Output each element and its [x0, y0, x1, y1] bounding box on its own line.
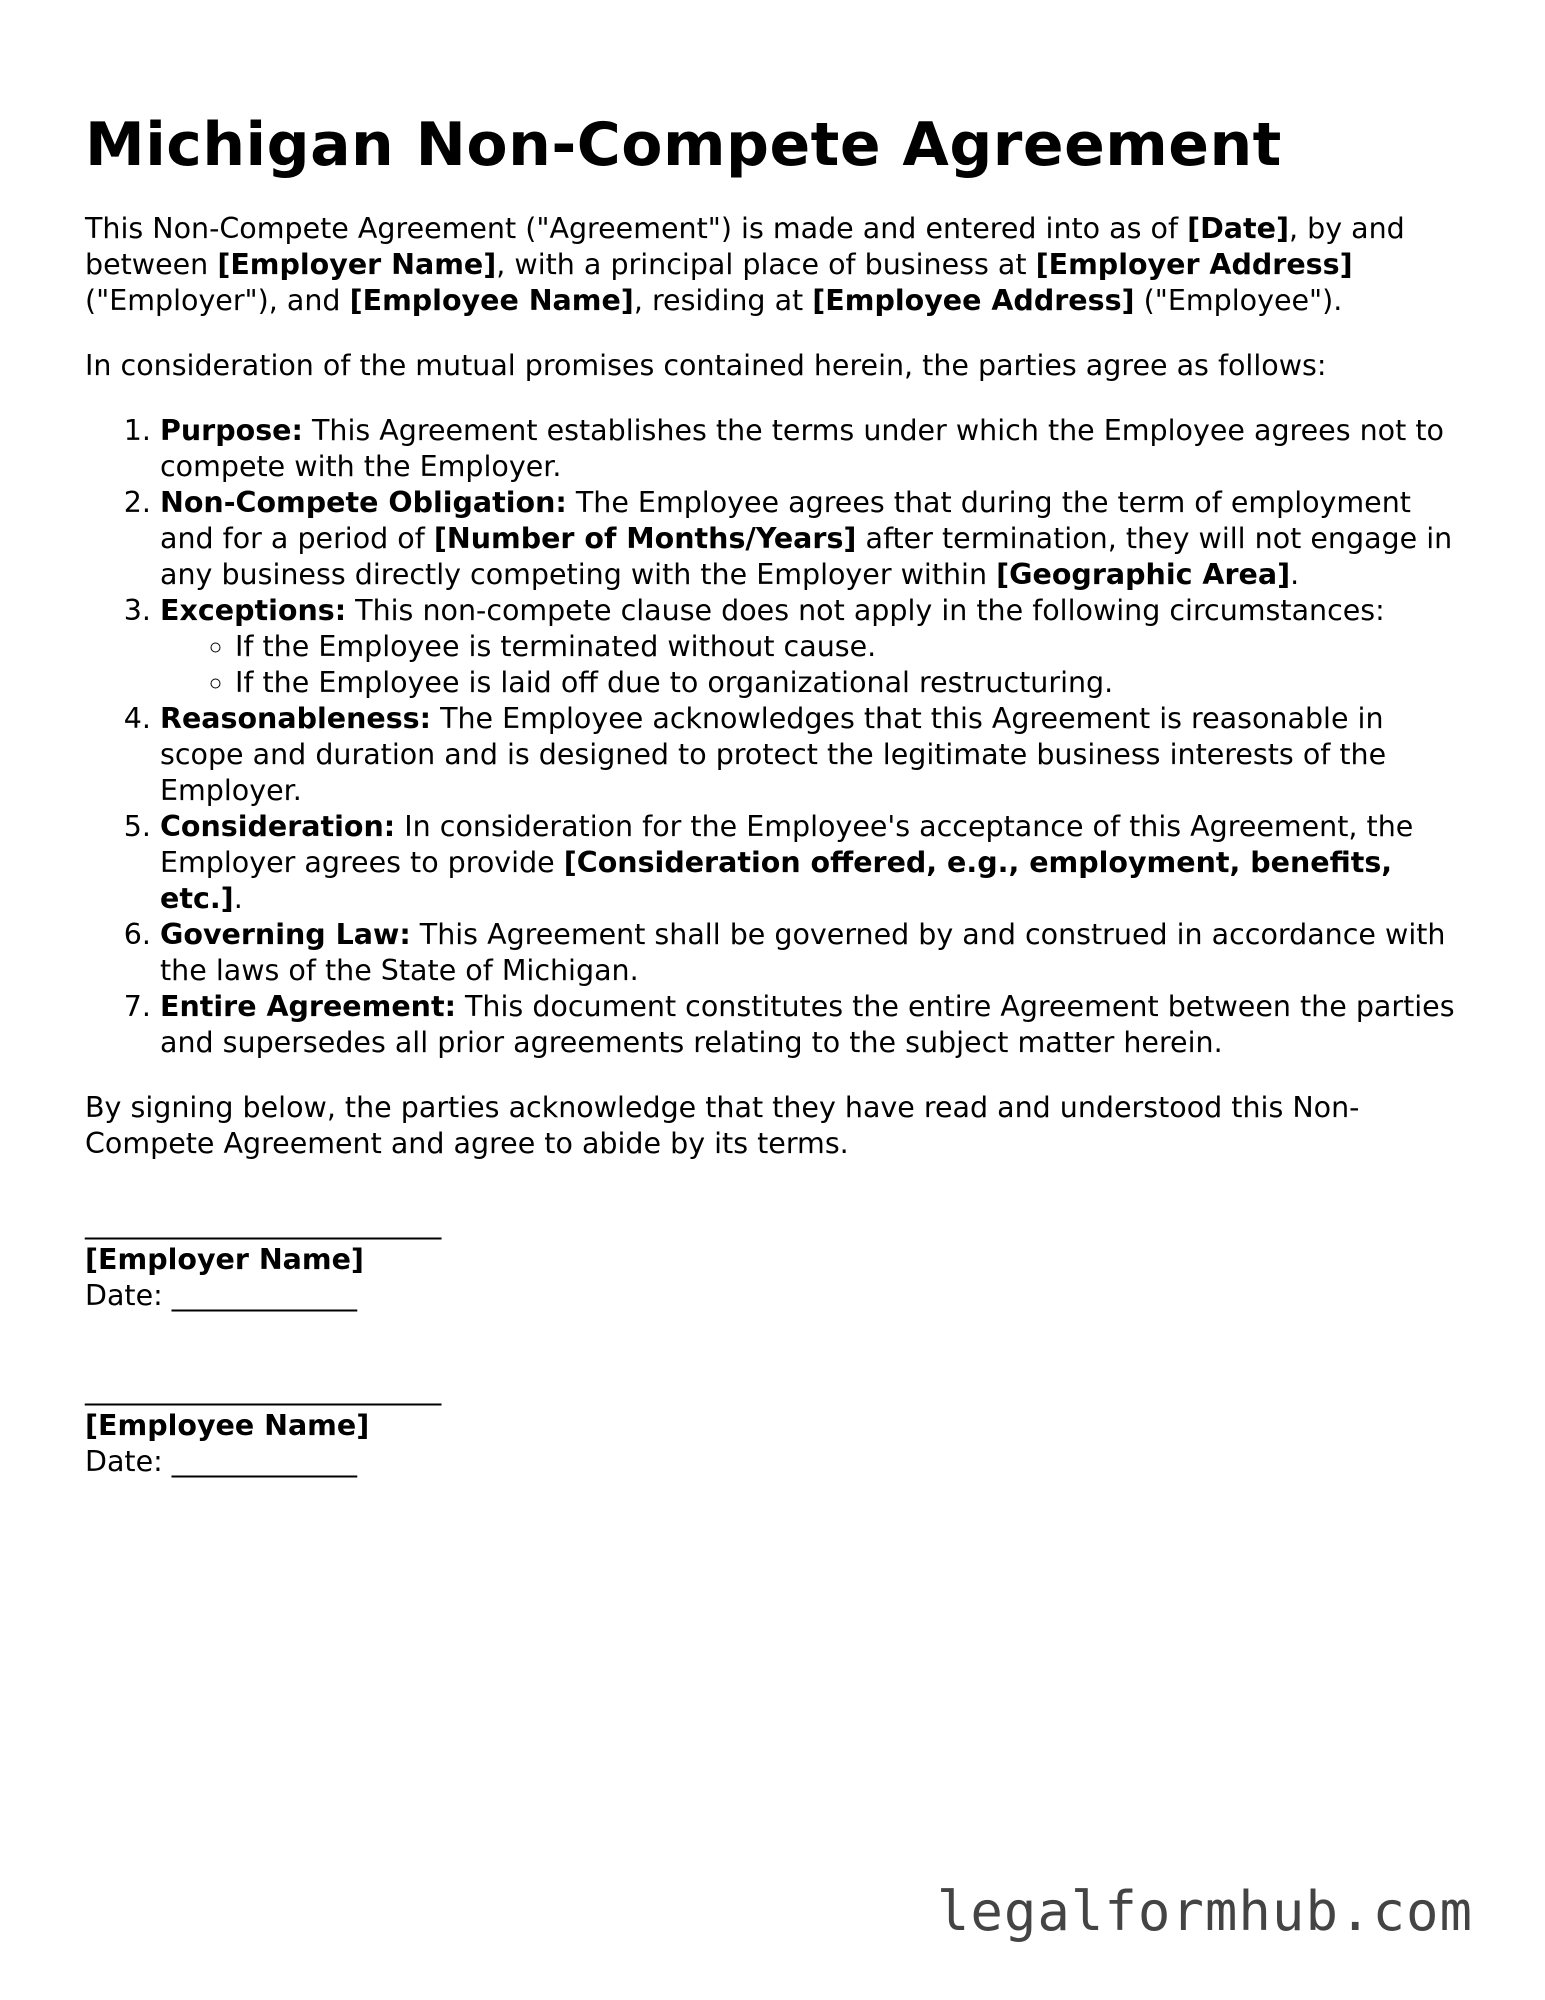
employee-address-placeholder: [Employee Address]: [812, 284, 1135, 317]
closing-paragraph: By signing below, the parties acknowledge that they have read and understood this Non-Compete Agreement and agree to abide by its terms.: [85, 1091, 1360, 1160]
term-text: The Employee agrees that during the term of employment and for a period of: [160, 486, 1411, 555]
signature-date-row: [85, 1444, 1465, 1480]
term-heading: Non-Compete Obligation:: [160, 486, 567, 519]
term-heading: Purpose:: [160, 414, 303, 447]
term-entire-agreement: [160, 989, 1465, 1061]
geographic-area-placeholder: [Geographic Area]: [996, 558, 1291, 591]
consideration-offered-placeholder: [Consideration offered, e.g., employment, benefits, etc.]: [160, 846, 1393, 915]
term-heading: Consideration:: [160, 810, 396, 843]
term-exceptions: [160, 593, 1465, 701]
signature-line[interactable]: _________________________: [85, 1207, 442, 1240]
exception-item: ◦ If the Employee is terminated without cause.: [235, 629, 1465, 665]
date-placeholder: [Date]: [1187, 212, 1289, 245]
term-text: In consideration for the Employee's acceptance of this Agreement, the Employer agrees to provide: [160, 810, 1414, 879]
term-heading: Governing Law:: [160, 918, 411, 951]
intro-text-3: , with a principal place of business at: [496, 248, 1036, 281]
intro-text-4: ("Employer"), and: [85, 284, 350, 317]
consideration-paragraph: In consideration of the mutual promises contained herein, the parties agree as follows:: [85, 349, 1327, 382]
intro-text-2: , by and between: [85, 212, 1405, 281]
terms-list: [85, 413, 1465, 1061]
employer-signature-block: [85, 1206, 1465, 1314]
intro-paragraph: [85, 211, 1465, 319]
signatory-name: [Employer Name]: [85, 1243, 364, 1276]
term-heading: Entire Agreement:: [160, 990, 456, 1023]
date-label: Date:: [85, 1279, 172, 1312]
employee-signature-block: [85, 1372, 1465, 1480]
intro-text-5: , residing at: [633, 284, 813, 317]
brand-watermark: legalformhub.com: [936, 1880, 1473, 1943]
term-text: after termination, they will not engage in any business directly competing with the Employer within: [160, 522, 1453, 591]
signature-date-row: [85, 1278, 1465, 1314]
document-title: Michigan Non-Compete Agreement: [85, 110, 1282, 180]
term-text: .: [1290, 558, 1300, 591]
term-text: .: [233, 882, 243, 915]
term-heading: Reasonableness:: [160, 702, 432, 735]
exceptions-list: [160, 629, 1465, 701]
term-text: This Agreement shall be governed by and construed in accordance with the laws of the State of Michigan.: [160, 918, 1446, 987]
period-placeholder: [Number of Months/Years]: [433, 522, 857, 555]
date-line[interactable]: _____________: [171, 1279, 358, 1312]
term-consideration: [160, 809, 1465, 917]
term-text: The Employee acknowledges that this Agreement is reasonable in scope and duration and is designed to protect the legitimate business interests of the Employer.: [160, 702, 1387, 807]
exception-item: ◦ If the Employee is laid off due to organizational restructuring.: [235, 665, 1465, 701]
signatory-name: [Employee Name]: [85, 1409, 370, 1442]
employer-name-placeholder: [Employer Name]: [217, 248, 497, 281]
term-governing-law: [160, 917, 1465, 989]
term-text: This document constitutes the entire Agreement between the parties and supersedes all prior agreements relating to the subject matter herein.: [160, 990, 1455, 1059]
intro-text-1: This Non-Compete Agreement ("Agreement") is made and entered into as of: [85, 212, 1188, 245]
term-text: This Agreement establishes the terms under which the Employee agrees not to compete with the Employer.: [160, 414, 1444, 483]
employer-address-placeholder: [Employer Address]: [1035, 248, 1353, 281]
term-purpose: [160, 413, 1465, 485]
term-text: This non-compete clause does not apply in the following circumstances:: [346, 594, 1385, 627]
document-page: [85, 105, 1465, 1480]
term-non-compete-obligation: [160, 485, 1465, 593]
date-line[interactable]: _____________: [171, 1445, 358, 1478]
signature-line[interactable]: _________________________: [85, 1373, 442, 1406]
employee-name-placeholder: [Employee Name]: [349, 284, 634, 317]
date-label: Date:: [85, 1445, 172, 1478]
term-heading: Exceptions:: [160, 594, 347, 627]
intro-text-6: ("Employee").: [1134, 284, 1343, 317]
term-reasonableness: [160, 701, 1465, 809]
